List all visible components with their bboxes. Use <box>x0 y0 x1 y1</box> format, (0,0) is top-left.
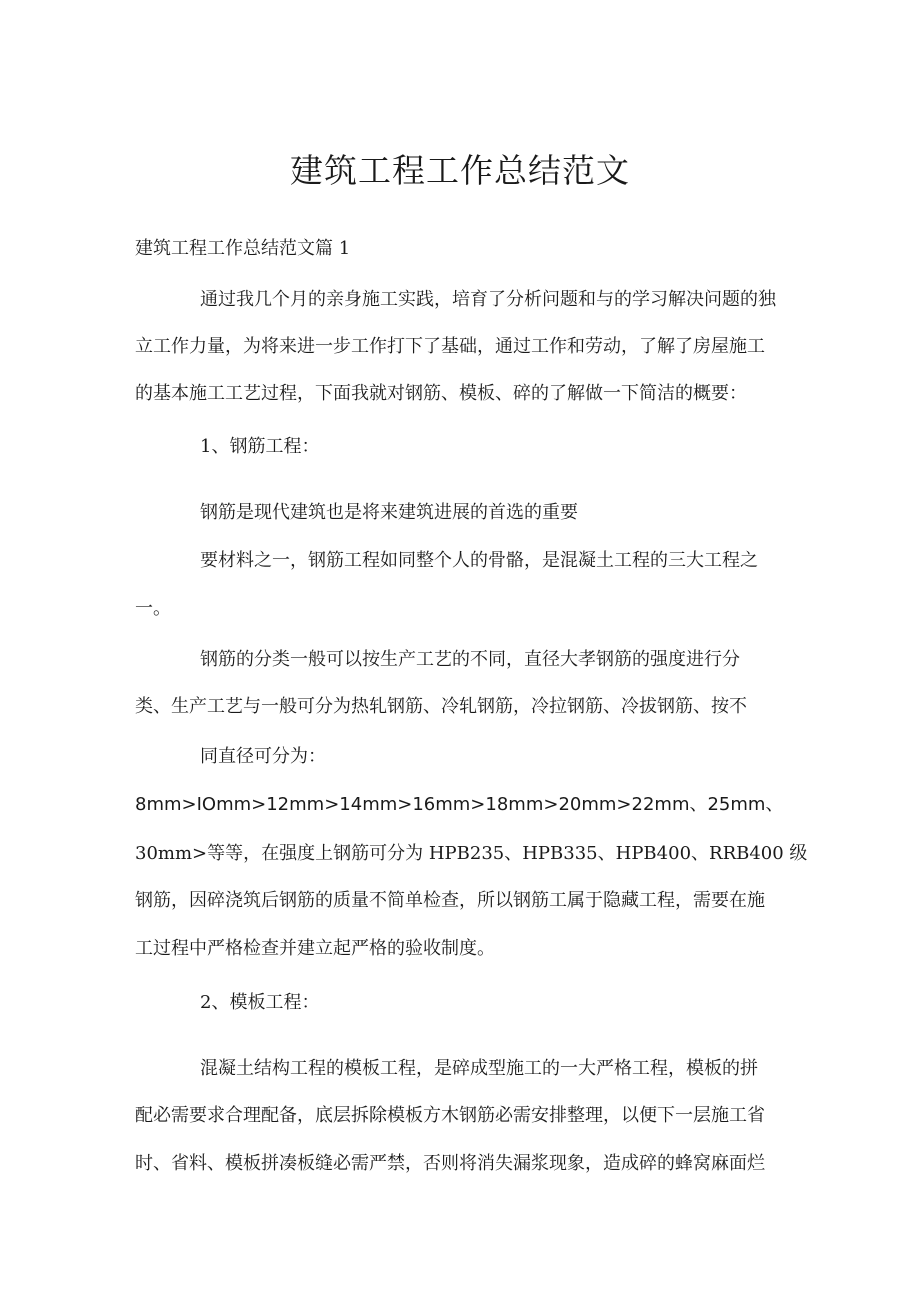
paragraph-line: 通过我几个月的亲身施工实践，培育了分析问题和与的学习解决问题的独 <box>200 289 776 310</box>
subsection-heading: 1、钢筋工程： <box>200 436 320 457</box>
subsection-heading: 2、模板工程： <box>200 992 320 1013</box>
paragraph-line: 混凝土结构工程的模板工程，是碎成型施工的一大严格工程，模板的拼 <box>200 1058 758 1079</box>
paragraph-line: 工过程中严格检查并建立起严格的验收制度。 <box>135 938 495 959</box>
document-title: 建筑工程工作总结范文 <box>290 151 630 190</box>
paragraph-line: 立工作力量，为将来进一步工作打下了基础，通过工作和劳动，了解了房屋施工 <box>135 336 765 357</box>
paragraph-line: 要材料之一，钢筋工程如同整个人的骨骼，是混凝土工程的三大工程之 <box>200 550 758 571</box>
paragraph-line: 一。 <box>135 598 171 619</box>
paragraph-line: 配必需要求合理配备，底层拆除模板方木钢筋必需安排整理，以便下一层施工省 <box>135 1105 765 1126</box>
paragraph-line: 的基本施工工艺过程，下面我就对钢筋、模板、碎的了解做一下简洁的概要： <box>135 383 747 404</box>
paragraph-line: 时、省料、模板拼凑板缝必需严禁，否则将消失漏浆现象，造成碎的蜂窝麻面烂 <box>135 1153 765 1174</box>
paragraph-line: 钢筋的分类一般可以按生产工艺的不同，直径大孝钢筋的强度进行分 <box>200 649 740 670</box>
paragraph-line: 钢筋，因碎浇筑后钢筋的质量不简单检查，所以钢筋工属于隐藏工程，需要在施 <box>135 890 765 911</box>
section-heading: 建筑工程工作总结范文篇 1 <box>135 238 351 259</box>
paragraph-line: 同直径可分为： <box>200 746 326 767</box>
paragraph-line: 钢筋是现代建筑也是将来建筑进展的首选的重要 <box>200 502 578 523</box>
paragraph-line: 30mm>等等，在强度上钢筋可分为 HPB235、HPB335、HPB400、RRB400 级 <box>135 843 808 864</box>
paragraph-line: 8mm>IOmm>12mm>14mm>16mm>18mm>20mm>22mm、25mm、 <box>135 794 784 815</box>
paragraph-line: 类、生产工艺与一般可分为热轧钢筋、冷轧钢筋，冷拉钢筋、冷拔钢筋、按不 <box>135 696 747 717</box>
